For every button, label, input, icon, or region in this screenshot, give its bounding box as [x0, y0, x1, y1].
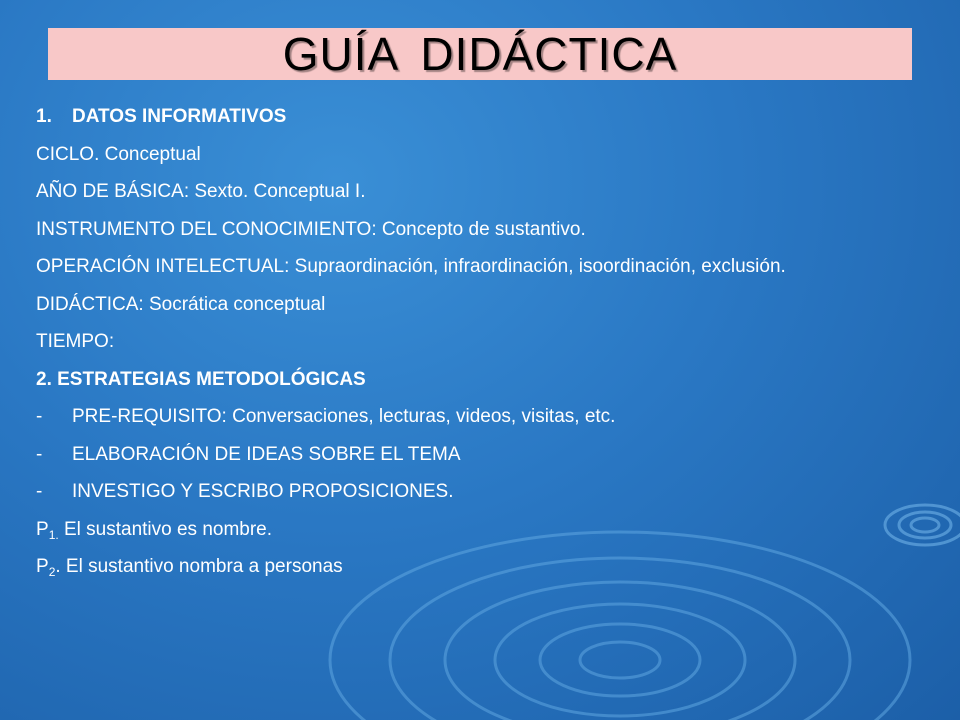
info-operacion: OPERACIÓN INTELECTUAL: Supraordinación, infraordinación, isoordinación, exclusión. — [36, 256, 786, 277]
info-ciclo: CICLO. Conceptual — [36, 143, 201, 165]
section2-heading: 2. ESTRATEGIAS METODOLÓGICAS — [36, 368, 366, 390]
strategy-text: PRE-REQUISITO: Conversaciones, lecturas, videos, visitas, etc. — [72, 406, 616, 427]
strategy-item — [36, 481, 896, 503]
proposition-letter: P — [36, 518, 49, 540]
dash-marker: - — [36, 481, 43, 502]
title-banner — [48, 28, 912, 80]
strategy-item — [36, 406, 896, 428]
section1-heading — [36, 106, 896, 128]
dash-marker: - — [36, 406, 43, 427]
info-ano-basica: AÑO DE BÁSICA: Sexto. Conceptual I. — [36, 181, 366, 202]
strategy-text: ELABORACIÓN DE IDEAS SOBRE EL TEMA — [72, 443, 461, 465]
strategy-text: INVESTIGO Y ESCRIBO PROPOSICIONES. — [72, 481, 454, 502]
guide-content — [36, 106, 896, 594]
section1-heading-text: DATOS INFORMATIVOS — [72, 106, 287, 127]
proposition-text: El sustantivo es nombre. — [58, 518, 273, 540]
proposition-letter: P — [36, 556, 49, 577]
proposition-text: . El sustantivo nombra a personas — [55, 556, 343, 577]
page-title: GUÍA DIDÁCTICA — [282, 28, 678, 80]
proposition-subscript: 2 — [48, 565, 56, 579]
dash-marker: - — [36, 443, 43, 465]
info-didactica: DIDÁCTICA: Socrática conceptual — [36, 293, 326, 315]
info-instrumento: INSTRUMENTO DEL CONOCIMIENTO: Concepto de sustantivo. — [36, 218, 586, 240]
section1-number: 1. — [36, 106, 52, 127]
proposition-2 — [36, 556, 896, 578]
strategy-item — [36, 444, 896, 466]
proposition-subscript: 1. — [48, 527, 59, 542]
proposition-1 — [36, 519, 896, 541]
info-tiempo: TIEMPO: — [36, 331, 115, 352]
